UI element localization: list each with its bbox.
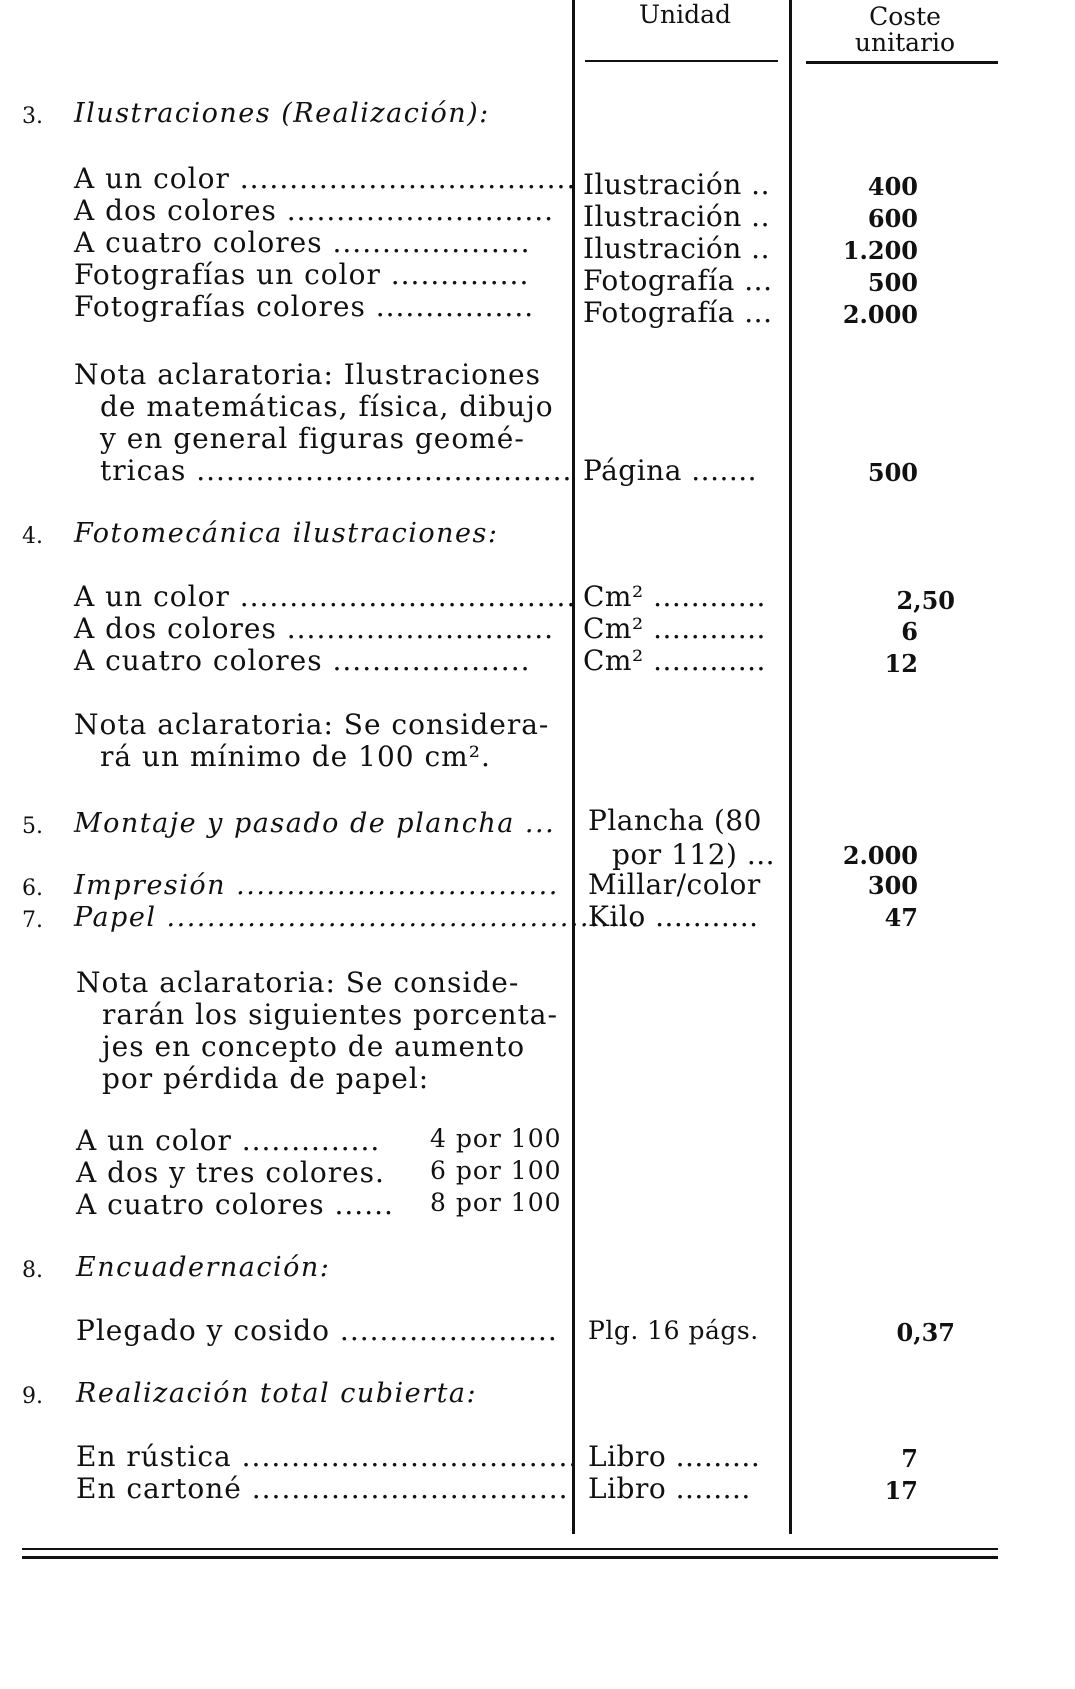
percentage-value: 4 por 100 bbox=[430, 1124, 562, 1153]
header-unidad: Unidad bbox=[638, 0, 732, 29]
row-unit: Ilustración .. bbox=[583, 200, 770, 233]
note-line: Nota aclaratoria: Ilustraciones bbox=[74, 358, 541, 391]
row-unit: Ilustración .. bbox=[583, 168, 770, 201]
note-line: Nota aclaratoria: Se considera- bbox=[74, 708, 550, 741]
row-item: A un color .................................. bbox=[74, 580, 577, 613]
row-unit: Plancha (80 bbox=[588, 804, 762, 837]
section-title: Papel ............................................... bbox=[74, 902, 641, 933]
section-number: 6. bbox=[22, 876, 43, 901]
row-unit: Kilo ........... bbox=[588, 900, 759, 933]
section-title: Montaje y pasado de plancha ... bbox=[74, 808, 556, 839]
row-unit: Página ....... bbox=[583, 454, 758, 487]
row-unit: por 112) ... bbox=[612, 838, 776, 871]
section-title: Realización total cubierta: bbox=[76, 1378, 478, 1409]
row-unit: Plg. 16 págs. bbox=[588, 1316, 759, 1345]
note-line: de matemáticas, física, dibujo bbox=[100, 390, 554, 423]
header-coste-line1: Coste bbox=[869, 2, 941, 31]
row-cost: 500 bbox=[867, 458, 918, 487]
percentage-label: A un color .............. bbox=[76, 1124, 381, 1157]
row-unit: Ilustración .. bbox=[583, 232, 770, 265]
percentage-value: 8 por 100 bbox=[430, 1188, 562, 1217]
row-item: A cuatro colores .................... bbox=[74, 644, 531, 677]
percentage-value: 6 por 100 bbox=[430, 1156, 562, 1185]
note-line: jes en concepto de aumento bbox=[102, 1030, 526, 1063]
row-cost: 47 bbox=[884, 903, 918, 932]
row-item: A cuatro colores .................... bbox=[74, 226, 531, 259]
row-item: A dos colores ........................... bbox=[74, 612, 555, 645]
row-cost: 6 bbox=[901, 617, 918, 646]
row-cost: 12 bbox=[884, 649, 918, 678]
note-line: rá un mínimo de 100 cm². bbox=[100, 740, 491, 773]
row-cost: 400 bbox=[867, 172, 918, 201]
column-rule-left bbox=[572, 0, 575, 1534]
section-title: Encuadernación: bbox=[76, 1252, 331, 1283]
percentage-label: A dos y tres colores. bbox=[76, 1156, 385, 1189]
section-number: 5. bbox=[22, 814, 43, 839]
row-item: Plegado y cosido ...................... bbox=[76, 1314, 558, 1347]
section-title: Fotomecánica ilustraciones: bbox=[74, 518, 499, 549]
row-item: En cartoné ................................ bbox=[76, 1472, 569, 1505]
section-title: Ilustraciones (Realización): bbox=[74, 98, 490, 129]
row-cost: 1.200 bbox=[842, 236, 918, 265]
row-cost: 2.000 bbox=[842, 841, 918, 870]
note-line: por pérdida de papel: bbox=[102, 1062, 430, 1095]
row-cost: 300 bbox=[867, 871, 918, 900]
percentage-label: A cuatro colores ...... bbox=[76, 1188, 394, 1221]
bottom-rule-top bbox=[22, 1548, 998, 1550]
row-unit: Libro ......... bbox=[588, 1440, 761, 1473]
section-number: 8. bbox=[22, 1258, 43, 1283]
row-unit: Fotografía ... bbox=[583, 264, 773, 297]
row-unit: Cm² ............ bbox=[583, 580, 766, 613]
section-number: 3. bbox=[22, 104, 43, 129]
row-item: Fotografías colores ................ bbox=[74, 290, 535, 323]
section-number: 7. bbox=[22, 908, 43, 933]
row-cost: 2.000 bbox=[842, 300, 918, 329]
row-unit: Cm² ............ bbox=[583, 612, 766, 645]
header-rule-coste bbox=[806, 61, 998, 64]
row-unit: Millar/color bbox=[588, 868, 761, 901]
row-cost: 0,37 bbox=[896, 1318, 955, 1347]
section-title: Impresión ................................ bbox=[74, 870, 559, 901]
row-item: tricas ...................................... bbox=[100, 454, 573, 487]
row-cost: 600 bbox=[867, 204, 918, 233]
row-cost: 17 bbox=[884, 1476, 918, 1505]
row-cost: 500 bbox=[867, 268, 918, 297]
row-unit: Libro ........ bbox=[588, 1472, 751, 1505]
row-unit: Cm² ............ bbox=[583, 644, 766, 677]
row-item: Fotografías un color .............. bbox=[74, 258, 530, 291]
row-cost: 2,50 bbox=[896, 586, 955, 615]
note-line: rarán los siguientes porcenta- bbox=[102, 998, 558, 1031]
note-line: Nota aclaratoria: Se conside- bbox=[76, 966, 520, 999]
bottom-rule-bottom bbox=[22, 1556, 998, 1559]
header-rule-unidad bbox=[585, 60, 778, 62]
section-number: 9. bbox=[22, 1384, 43, 1409]
row-item: A dos colores ........................... bbox=[74, 194, 555, 227]
row-unit: Fotografía ... bbox=[583, 296, 773, 329]
row-cost: 7 bbox=[901, 1444, 918, 1473]
row-item: En rústica .................................. bbox=[76, 1440, 579, 1473]
header-coste-line2: unitario bbox=[854, 28, 956, 57]
note-line: y en general figuras geomé- bbox=[100, 422, 525, 455]
row-item: A un color .................................. bbox=[74, 162, 577, 195]
section-number: 4. bbox=[22, 524, 43, 549]
